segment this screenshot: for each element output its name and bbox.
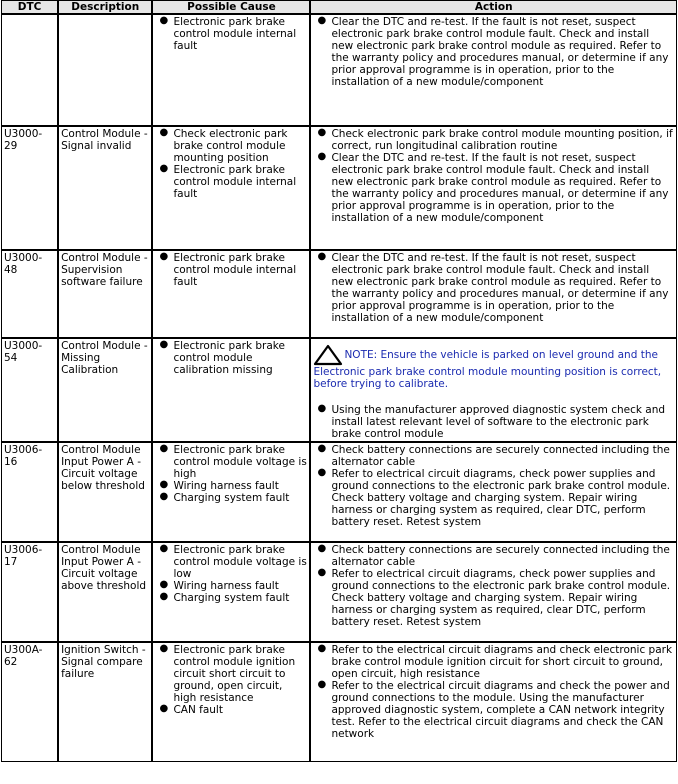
possible-cause-cell — [152, 542, 310, 642]
table-header-row — [1, 0, 677, 14]
possible-cause-cell — [152, 642, 310, 762]
action-item: ● Check battery connections are securely connected including the alternator cable — [331, 444, 674, 468]
action-item: ● Using the manufacturer approved diagnostic system check and install latest relevant level of software to the electronic park brake control module — [331, 404, 674, 440]
dtc-code: U3000-54 — [1, 338, 58, 442]
cause-item: ● CAN fault — [173, 704, 307, 716]
dtc-table — [1, 0, 677, 762]
possible-cause-cell — [152, 126, 310, 250]
action-item: ● Clear the DTC and re-test. If the fault is not reset, suspect electronic park brake control module fault. Check and install new electronic park brake control module as required. Refer to the warranty policy and procedures manual, or determine if any prior approval programme is in operation, prior to the installation of a new module/component — [331, 152, 674, 224]
dtc-code: U300A-62 — [1, 642, 58, 762]
dtc-description: Control Module Input Power A - Circuit voltage above threshold — [58, 542, 152, 642]
action-item: ● Refer to the electrical circuit diagrams and check the power and ground connections to the module. Using the manufacturer approved diagnostic system, complete a CAN network integrity test. Refer to the electrical circuit diagrams and check the CAN network — [331, 680, 674, 740]
header-action: Action — [310, 0, 677, 14]
possible-cause-cell — [152, 14, 310, 126]
table-row — [1, 14, 677, 126]
action-item: ● Clear the DTC and re-test. If the fault is not reset, suspect electronic park brake control module fault. Check and install new electronic park brake control module as required. Refer to the warranty policy and procedures manual, or determine if any prior approval programme is in operation, prior to the installation of a new module/component — [331, 252, 674, 324]
dtc-description: Ignition Switch - Signal compare failure — [58, 642, 152, 762]
dtc-description: Control Module Input Power A - Circuit voltage below threshold — [58, 442, 152, 542]
action-cell — [310, 442, 677, 542]
dtc-description: Control Module - Missing Calibration — [58, 338, 152, 442]
dtc-description: Control Module - Signal invalid — [58, 126, 152, 250]
cause-item: ● Electronic park brake control module internal fault — [173, 252, 307, 288]
note-text: NOTE: Ensure the vehicle is parked on level ground and the Electronic park brake control module mounting position is correct, before trying to calibrate. — [313, 349, 662, 390]
action-item: ● Check electronic park brake control module mounting position, if correct, run longitudinal calibration routine — [331, 128, 674, 152]
dtc-description — [58, 14, 152, 126]
cause-item: ● Charging system fault — [173, 592, 307, 604]
cause-item: ● Wiring harness fault — [173, 580, 307, 592]
dtc-code: U3000-48 — [1, 250, 58, 338]
possible-cause-cell — [152, 338, 310, 442]
table-row — [1, 642, 677, 762]
cause-item: ● Charging system fault — [173, 492, 307, 504]
cause-item: ● Electronic park brake control module voltage is high — [173, 444, 307, 480]
cause-item: ● Electronic park brake control module voltage is low — [173, 544, 307, 580]
cause-item: ● Electronic park brake control module calibration missing — [173, 340, 307, 376]
cause-item: ● Electronic park brake control module internal fault — [173, 16, 307, 52]
cause-item: ● Electronic park brake control module ignition circuit short circuit to ground, open circuit, high resistance — [173, 644, 307, 704]
action-cell — [310, 126, 677, 250]
action-cell — [310, 14, 677, 126]
action-item: ● Refer to electrical circuit diagrams, check power supplies and ground connections to the electronic park brake control module. Check battery voltage and charging system. Repair wiring harness or charging system as required, clear DTC, perform battery reset. Retest system — [331, 468, 674, 528]
action-cell — [310, 542, 677, 642]
dtc-description: Control Module - Supervision software failure — [58, 250, 152, 338]
table-row — [1, 250, 677, 338]
action-item: ● Check battery connections are securely connected including the alternator cable — [331, 544, 674, 568]
cause-item: ● Check electronic park brake control module mounting position — [173, 128, 307, 164]
warning-triangle-icon — [313, 344, 343, 366]
cause-item: ● Wiring harness fault — [173, 480, 307, 492]
header-possible-cause: Possible Cause — [152, 0, 310, 14]
action-cell — [310, 642, 677, 762]
calibration-note — [313, 344, 674, 390]
header-description: Description — [58, 0, 152, 14]
action-item: ● Clear the DTC and re-test. If the fault is not reset, suspect electronic park brake control module fault. Check and install new electronic park brake control module as required. Refer to the warranty policy and procedures manual, or determine if any prior approval programme is in operation, prior to the installation of a new module/component — [331, 16, 674, 88]
dtc-code: U3006-17 — [1, 542, 58, 642]
dtc-code: U3000-29 — [1, 126, 58, 250]
dtc-code — [1, 14, 58, 126]
possible-cause-cell — [152, 250, 310, 338]
header-dtc: DTC — [1, 0, 58, 14]
action-item: ● Refer to electrical circuit diagrams, check power supplies and ground connections to the electronic park brake control module. Check battery voltage and charging system. Repair wiring harness or charging system as required, clear DTC, perform battery reset. Retest system — [331, 568, 674, 628]
action-cell — [310, 338, 677, 442]
action-item: ● Refer to the electrical circuit diagrams and check electronic park brake control module ignition circuit for short circuit to ground, open circuit, high resistance — [331, 644, 674, 680]
table-row — [1, 126, 677, 250]
possible-cause-cell — [152, 442, 310, 542]
action-cell — [310, 250, 677, 338]
table-row — [1, 542, 677, 642]
table-row — [1, 442, 677, 542]
dtc-code: U3006-16 — [1, 442, 58, 542]
cause-item: ● Electronic park brake control module internal fault — [173, 164, 307, 200]
table-row — [1, 338, 677, 442]
